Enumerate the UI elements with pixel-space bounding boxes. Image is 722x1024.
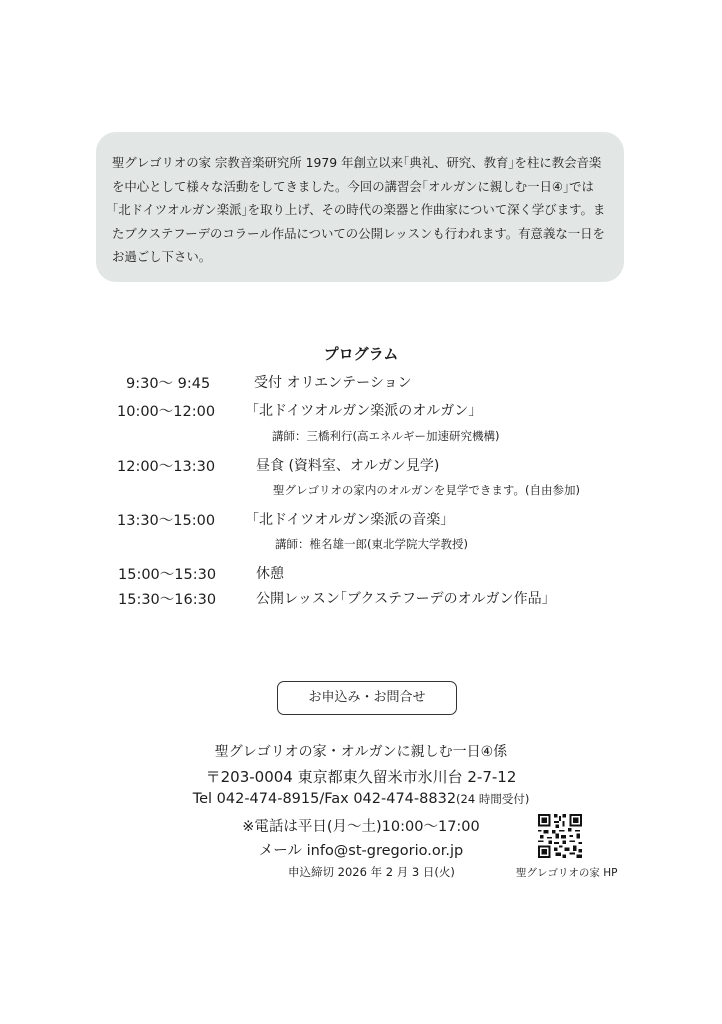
program-time: 12:00～13:30	[117, 459, 216, 475]
program-time: 9:30～ 9:45	[126, 376, 211, 392]
program-item-title: 休憩	[256, 566, 284, 582]
program-item-title: 昼食 (資料室、オルガン見学)	[256, 458, 440, 474]
program-time: 10:00～12:00	[117, 404, 216, 420]
contact-tel-fax: Tel 042-474-8915/Fax 042-474-8832	[192, 791, 457, 807]
program-time: 13:30～15:00	[117, 513, 216, 529]
program-item-note: 講師：三橋利行(高エネルギー加速研究機構)	[272, 429, 500, 443]
program-item-note: 講師：椎名雄一郎(東北学院大学教授)	[275, 537, 468, 551]
program-item-title: ｢北ドイツオルガン楽派の音楽｣	[252, 512, 448, 528]
contact-heading: お申込み・お問合せ	[308, 690, 426, 705]
program-item-title: 受付 オリエンテーション	[254, 375, 412, 391]
program-item-title: 公開レッスン｢ブクステフーデのオルガン作品｣	[256, 591, 549, 607]
contact-address: 〒203-0004 東京都東久留米市氷川台 2-7-12	[205, 768, 517, 786]
phone-hours: ※電話は平日(月～土)10:00～17:00	[242, 819, 480, 835]
program-item-note: 聖グレゴリオの家内のオルガンを見学できます。(自由参加)	[273, 483, 580, 497]
contact-heading-box	[277, 681, 457, 715]
intro-box	[96, 132, 624, 282]
fax-note: (24 時間受付)	[456, 792, 530, 806]
intro-line: 聖グレゴリオの家 宗教音楽研究所 1979 年創立以来｢典礼、研究、教育｣を柱に教会音楽	[112, 155, 602, 170]
program-time: 15:00～15:30	[118, 567, 217, 583]
qr-label: 聖グレゴリオの家 HP	[516, 867, 618, 879]
contact-tel-fax-line	[0, 791, 722, 807]
intro-line: を中心として様々な活動をしてきました。今回の講習会｢オルガンに親しむ一日④｣では	[112, 178, 594, 194]
program-item-title: ｢北ドイツオルガン楽派のオルガン｣	[252, 403, 476, 419]
intro-line: お過ごし下さい。	[112, 249, 212, 264]
contact-organization: 聖グレゴリオの家・オルガンに親しむ一日④係	[214, 744, 508, 760]
intro-line: たブクステフーデのコラール作品についての公開レッスンも行われます。有意義な一日を	[112, 225, 605, 241]
application-deadline: 申込締切 2026 年 2 月 3 日(火)	[288, 865, 455, 879]
intro-line: ｢北ドイツオルガン楽派｣を取り上げ、その時代の楽器と作曲家について深く学びます。ま	[112, 202, 606, 217]
contact-email[interactable]: メール info@st-gregorio.or.jp	[258, 843, 464, 859]
qr-code-icon[interactable]	[538, 814, 582, 858]
program-time: 15:30～16:30	[118, 592, 217, 608]
program-title: プログラム	[323, 345, 399, 363]
